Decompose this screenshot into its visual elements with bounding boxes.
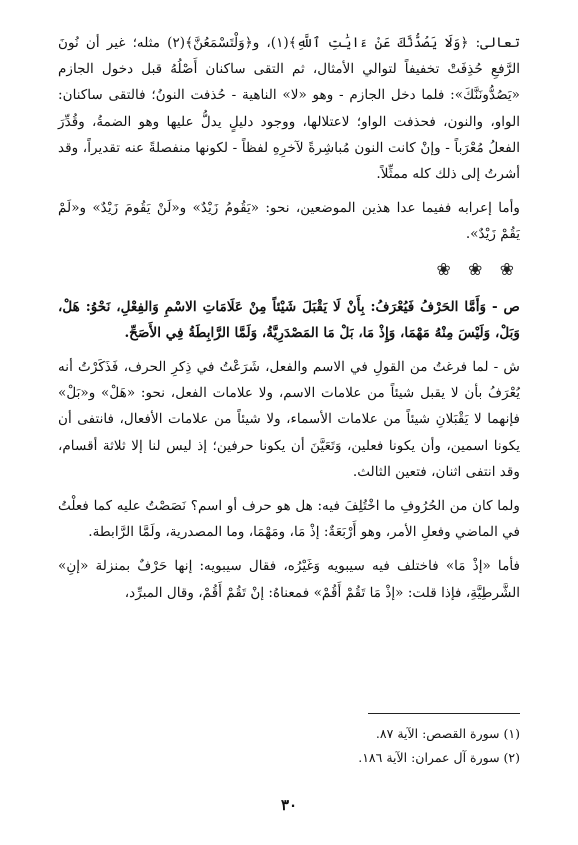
paragraph-sharh-harf: ش - لما فرغتُ من القولِ في الاسم والفعل، شَرَعْتُ في ذِكرِ الحرف، فَذَكَرْتُ أنه يُعْرَفُ بأن لا يقبل شيئاً من علامات الاسم، ولا علامات الفعل، نحو: «هَلْ» و«بَلْ» فإنهما لا يَقْبَلانِ شيئاً من علامات الأسماء، ولا شيئاً من علامات الأفعال، فانتفى أن يكونا اسمين، وأن يكونا فعلين، وَتَعَيَّنَ أن يكونا حرفين؛ إذ ليس لنا إلا ثلاثة أقسام، وقد انتفى اثنان، فتعين الثالث. xyxy=(58,359,520,480)
footnote-1: (١) سورة القصص: الآية ٨٧. xyxy=(375,726,520,741)
page-number: ٣٠ xyxy=(280,796,298,814)
paragraph-irab: وأما إعرابه ففيما عدا هذين الموضعين، نحو: «يَقُومُ زَيْدٌ» و«لَنْ يَقُومَ زَيْدٌ» و«لَمْ يَقُمْ زَيْدٌ». xyxy=(58,200,520,243)
section-ornament: ❀ ❀ ❀ xyxy=(436,259,520,280)
paragraph-quran-verses: تعالى: ﴿وَلَا يَصُدُّنَّكَ عَنْ ءَايَٰتِ ٱللَّهِ﴾(١)، و﴿وَلْتَسْمَعُنَّ﴾(٢) مثله؛ غير أن نُونَ الرَّفعِ حُذِفَتْ تخفيفاً لتوالي الأمثال، ثم التقى ساكنان أَصْلُهُ قبل دخول الجازم «يَصُدُّونَنَّكَ»: فلما دخل الجازم - وهو «لا» الناهية - حُذفت النونُ؛ فالتقى ساكنان: الواو، والنون، فحذفت الواو؛ لاعتلالها، ووجود دليلٍ يدلُّ عليها وهو الضمةُ، وقُدِّرَ الفعلُ مُعْرَباً - وإنْ كانت النون مُباشِرةً لآخرِهِ لفظاً - لكونها منفصلةً عنه تقديراً، وقد أشرتُ إلى ذلك كله ممثِّلاً. xyxy=(58,35,520,183)
footnote-2: (٢) سورة آل عمران: الآية ١٨٦. xyxy=(358,750,520,765)
paragraph-disputed-letters: ولما كان من الحُرُوفِ ما اخْتُلِفَ فيه: هل هو حرف أو اسم؟ نَصَصْتُ عليه كما فعلْتُ في الماضي وفعلِ الأمر، وهو أَرْبَعَةٌ: إذْ مَا، ومَهْمَا، وما المصدرية، ولَمَّا الرَّابطة. xyxy=(58,498,520,541)
paragraph-idh-ma: فأما «إذْ مَا» فاختلف فيه سيبويه وَغَيْرُه، فقال سيبويه: إنها حَرْفٌ بمنزلة «إنِ» الشَّرطِيَّةِ، فإذا قلت: «إذْ مَا تَقُمْ أَقُمْ» فمعناهُ: إنْ تَقُمْ أَقُمْ، وقال المبرِّد، xyxy=(58,558,520,601)
paragraph-matn-harf: ص - وَأَمَّا الحَرْفُ فَيُعْرَفُ: بِأَنْ لَا يَقْبَلَ شَيْئاً مِنْ عَلَامَاتِ الاسْمِ وَالفِعْلِ، نَحْوُ: هَلْ، وَبَلْ، وَلَيْسَ مِنْهُ مَهْمَا، وَإِذْ مَا، بَلْ مَا المَصْدَرِيَّةُ، وَلَمَّا الرَّابِطَةُ فِي الأَصَحِّ. xyxy=(58,298,520,341)
footnote-divider xyxy=(368,713,520,714)
footnotes xyxy=(58,722,520,770)
main-text xyxy=(58,30,520,606)
